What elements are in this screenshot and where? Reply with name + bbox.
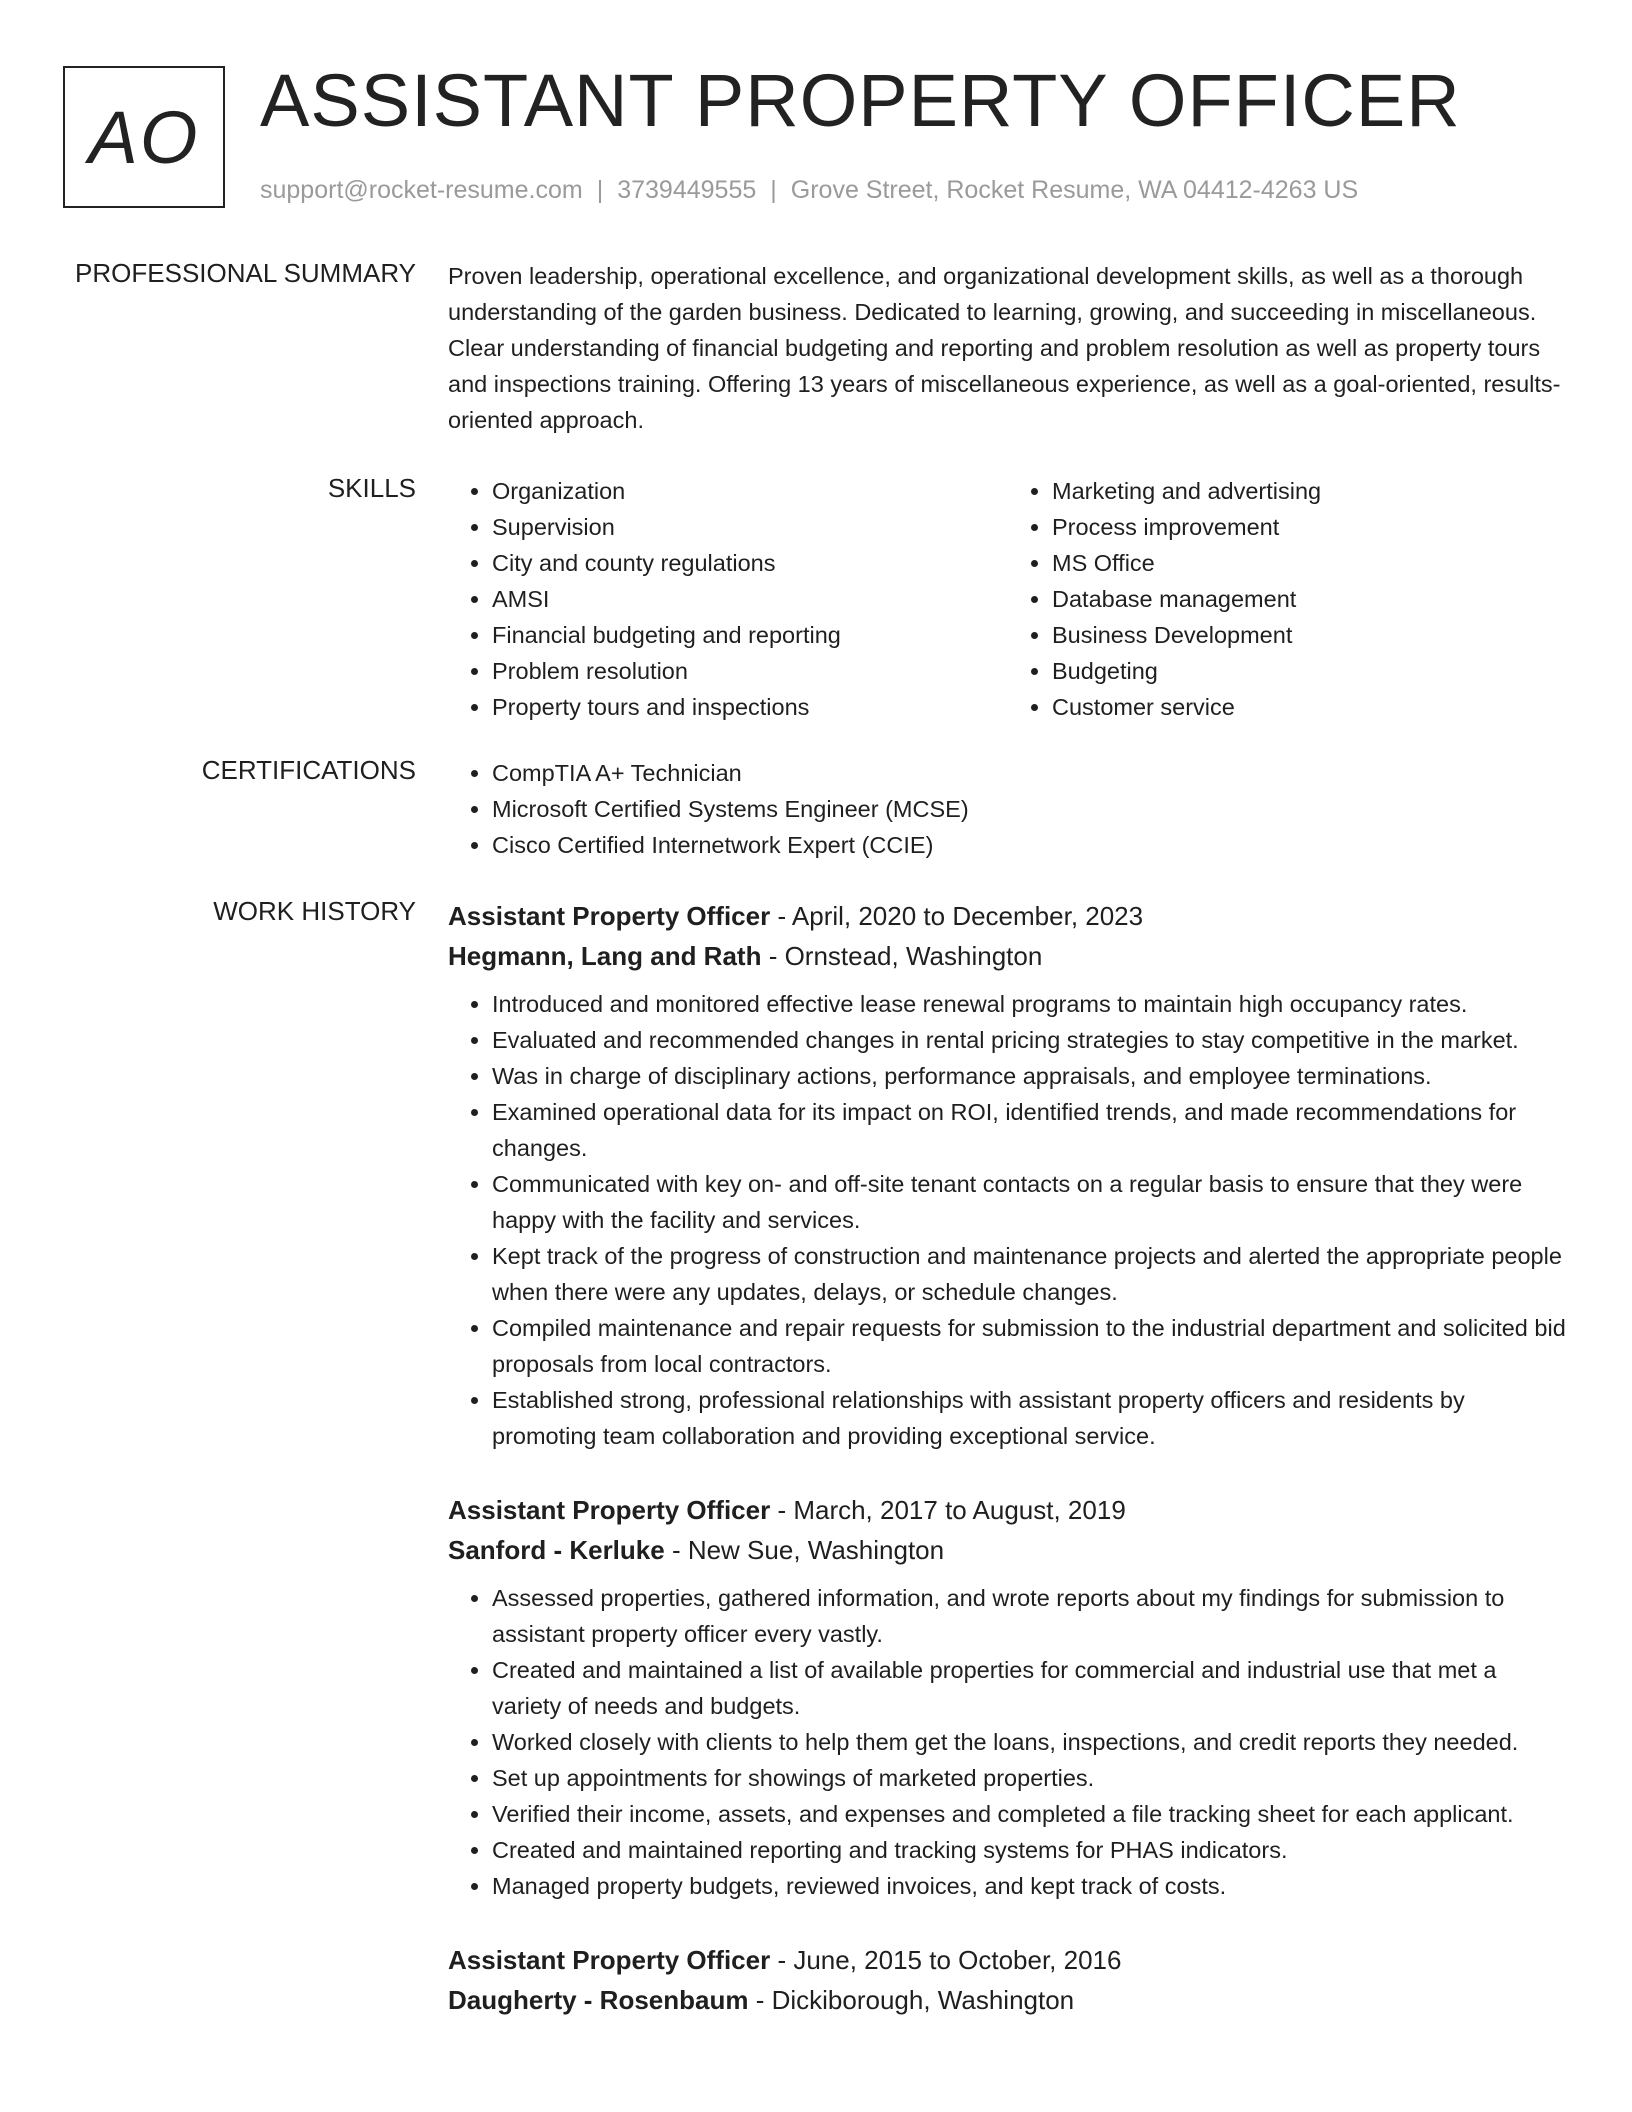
job-bullet: • Was in charge of disciplinary actions, performance appraisals, and employee terminations. bbox=[492, 1058, 1568, 1094]
job-company: Daugherty - Rosenbaum bbox=[448, 1985, 749, 2015]
contact-phone[interactable]: 3739449555 bbox=[617, 176, 757, 204]
monogram-logo: AO bbox=[63, 66, 225, 208]
job-bullet: • Introduced and monitored effective lease renewal programs to maintain high occupancy rates. bbox=[492, 986, 1568, 1022]
job-company-line bbox=[448, 936, 1568, 976]
job-bullet: • Set up appointments for showings of marketed properties. bbox=[492, 1760, 1568, 1796]
job-bullets bbox=[448, 986, 1568, 1454]
job-bullet: • Established strong, professional relationships with assistant property officers and residents by promoting team collaboration and providing exceptional service. bbox=[492, 1382, 1568, 1454]
job-title-line bbox=[448, 1940, 1568, 1980]
section-label-summary: PROFESSIONAL SUMMARY bbox=[75, 258, 416, 288]
section-label-work-history: WORK HISTORY bbox=[213, 896, 416, 926]
job-location: - New Sue, Washington bbox=[664, 1535, 945, 1565]
job-company-line bbox=[448, 1980, 1568, 2020]
job-bullet: • Evaluated and recommended changes in rental pricing strategies to stay competitive in the market. bbox=[492, 1022, 1568, 1058]
skills-list-right bbox=[1008, 473, 1568, 725]
skill-item: • MS Office bbox=[1052, 545, 1568, 581]
contact-separator: | bbox=[770, 176, 777, 204]
contact-email[interactable]: support@rocket-resume.com bbox=[260, 176, 583, 204]
job-entry bbox=[448, 1490, 1568, 1904]
certifications-content bbox=[448, 755, 1568, 863]
skill-item: • Business Development bbox=[1052, 617, 1568, 653]
certification-item: • Cisco Certified Internetwork Expert (CCIE) bbox=[492, 827, 1568, 863]
certification-item: • Microsoft Certified Systems Engineer (MCSE) bbox=[492, 791, 1568, 827]
skill-item: • Problem resolution bbox=[492, 653, 1008, 689]
jobs-container bbox=[448, 896, 1568, 2056]
skill-item: • City and county regulations bbox=[492, 545, 1008, 581]
job-bullet: • Assessed properties, gathered information, and wrote reports about my findings for submission to assistant property officer every vastly. bbox=[492, 1580, 1568, 1652]
job-company: Sanford - Kerluke bbox=[448, 1535, 665, 1565]
section-label-skills: SKILLS bbox=[327, 473, 416, 503]
skills-columns bbox=[448, 473, 1568, 725]
skill-item: • AMSI bbox=[492, 581, 1008, 617]
job-title: Assistant Property Officer bbox=[448, 1495, 771, 1525]
certification-item: • CompTIA A+ Technician bbox=[492, 755, 1568, 791]
skill-item: • Organization bbox=[492, 473, 1008, 509]
job-title-line bbox=[448, 1490, 1568, 1530]
job-bullet: • Created and maintained a list of available properties for commercial and industrial use that met a variety of needs and budgets. bbox=[492, 1652, 1568, 1724]
job-bullet: • Compiled maintenance and repair requests for submission to the industrial department and solicited bid proposals from local contractors. bbox=[492, 1310, 1568, 1382]
skill-item: • Marketing and advertising bbox=[1052, 473, 1568, 509]
skills-list-left bbox=[448, 473, 1008, 725]
job-location: - Dickiborough, Washington bbox=[748, 1985, 1075, 2015]
job-company: Hegmann, Lang and Rath bbox=[448, 941, 762, 971]
skill-item: • Process improvement bbox=[1052, 509, 1568, 545]
job-bullet: • Verified their income, assets, and expenses and completed a file tracking sheet for each applicant. bbox=[492, 1796, 1568, 1832]
skill-item: • Budgeting bbox=[1052, 653, 1568, 689]
job-dates: - June, 2015 to October, 2016 bbox=[770, 1945, 1122, 1975]
certifications-list bbox=[448, 755, 1568, 863]
skill-item: • Property tours and inspections bbox=[492, 689, 1008, 725]
job-entry bbox=[448, 1940, 1568, 2020]
job-title: Assistant Property Officer bbox=[448, 1945, 771, 1975]
job-dates: - April, 2020 to December, 2023 bbox=[770, 901, 1144, 931]
job-bullets bbox=[448, 1580, 1568, 1904]
job-location: - Ornstead, Washington bbox=[761, 941, 1043, 971]
job-bullet: • Created and maintained reporting and tracking systems for PHAS indicators. bbox=[492, 1832, 1568, 1868]
job-bullet: • Kept track of the progress of construction and maintenance projects and alerted the appropriate people when there were any updates, delays, or schedule changes. bbox=[492, 1238, 1568, 1310]
contact-separator: | bbox=[596, 176, 604, 204]
skill-item: • Database management bbox=[1052, 581, 1568, 617]
summary-text: Proven leadership, operational excellence, and organizational development skills, as well as a thorough understanding of the garden business. Dedicated to learning, growing, and succeeding in miscellaneous. Clear understanding of financial budgeting and reporting and problem resolution as well as property tours and inspections training. Offering 13 years of miscellaneous experience, as well as a goal-oriented, results-oriented approach. bbox=[448, 263, 1561, 433]
contact-line bbox=[260, 176, 1358, 205]
job-dates: - March, 2017 to August, 2019 bbox=[770, 1495, 1126, 1525]
section-label-certifications: CERTIFICATIONS bbox=[201, 755, 416, 785]
job-title-line bbox=[448, 896, 1568, 936]
job-bullet: • Communicated with key on- and off-site tenant contacts on a regular basis to ensure that they were happy with the facility and services. bbox=[492, 1166, 1568, 1238]
skill-item: • Customer service bbox=[1052, 689, 1568, 725]
job-bullet: • Worked closely with clients to help them get the loans, inspections, and credit reports they needed. bbox=[492, 1724, 1568, 1760]
job-entry bbox=[448, 896, 1568, 1454]
contact-address: Grove Street, Rocket Resume, WA 04412-4263 US bbox=[790, 176, 1359, 204]
job-company-line bbox=[448, 1530, 1568, 1570]
skill-item: • Financial budgeting and reporting bbox=[492, 617, 1008, 653]
candidate-name: ASSISTANT PROPERTY OFFICER bbox=[260, 59, 1461, 142]
job-bullet: • Managed property budgets, reviewed invoices, and kept track of costs. bbox=[492, 1868, 1568, 1904]
skill-item: • Supervision bbox=[492, 509, 1008, 545]
job-bullet: • Examined operational data for its impact on ROI, identified trends, and made recommendations for changes. bbox=[492, 1094, 1568, 1166]
job-title: Assistant Property Officer bbox=[448, 901, 771, 931]
